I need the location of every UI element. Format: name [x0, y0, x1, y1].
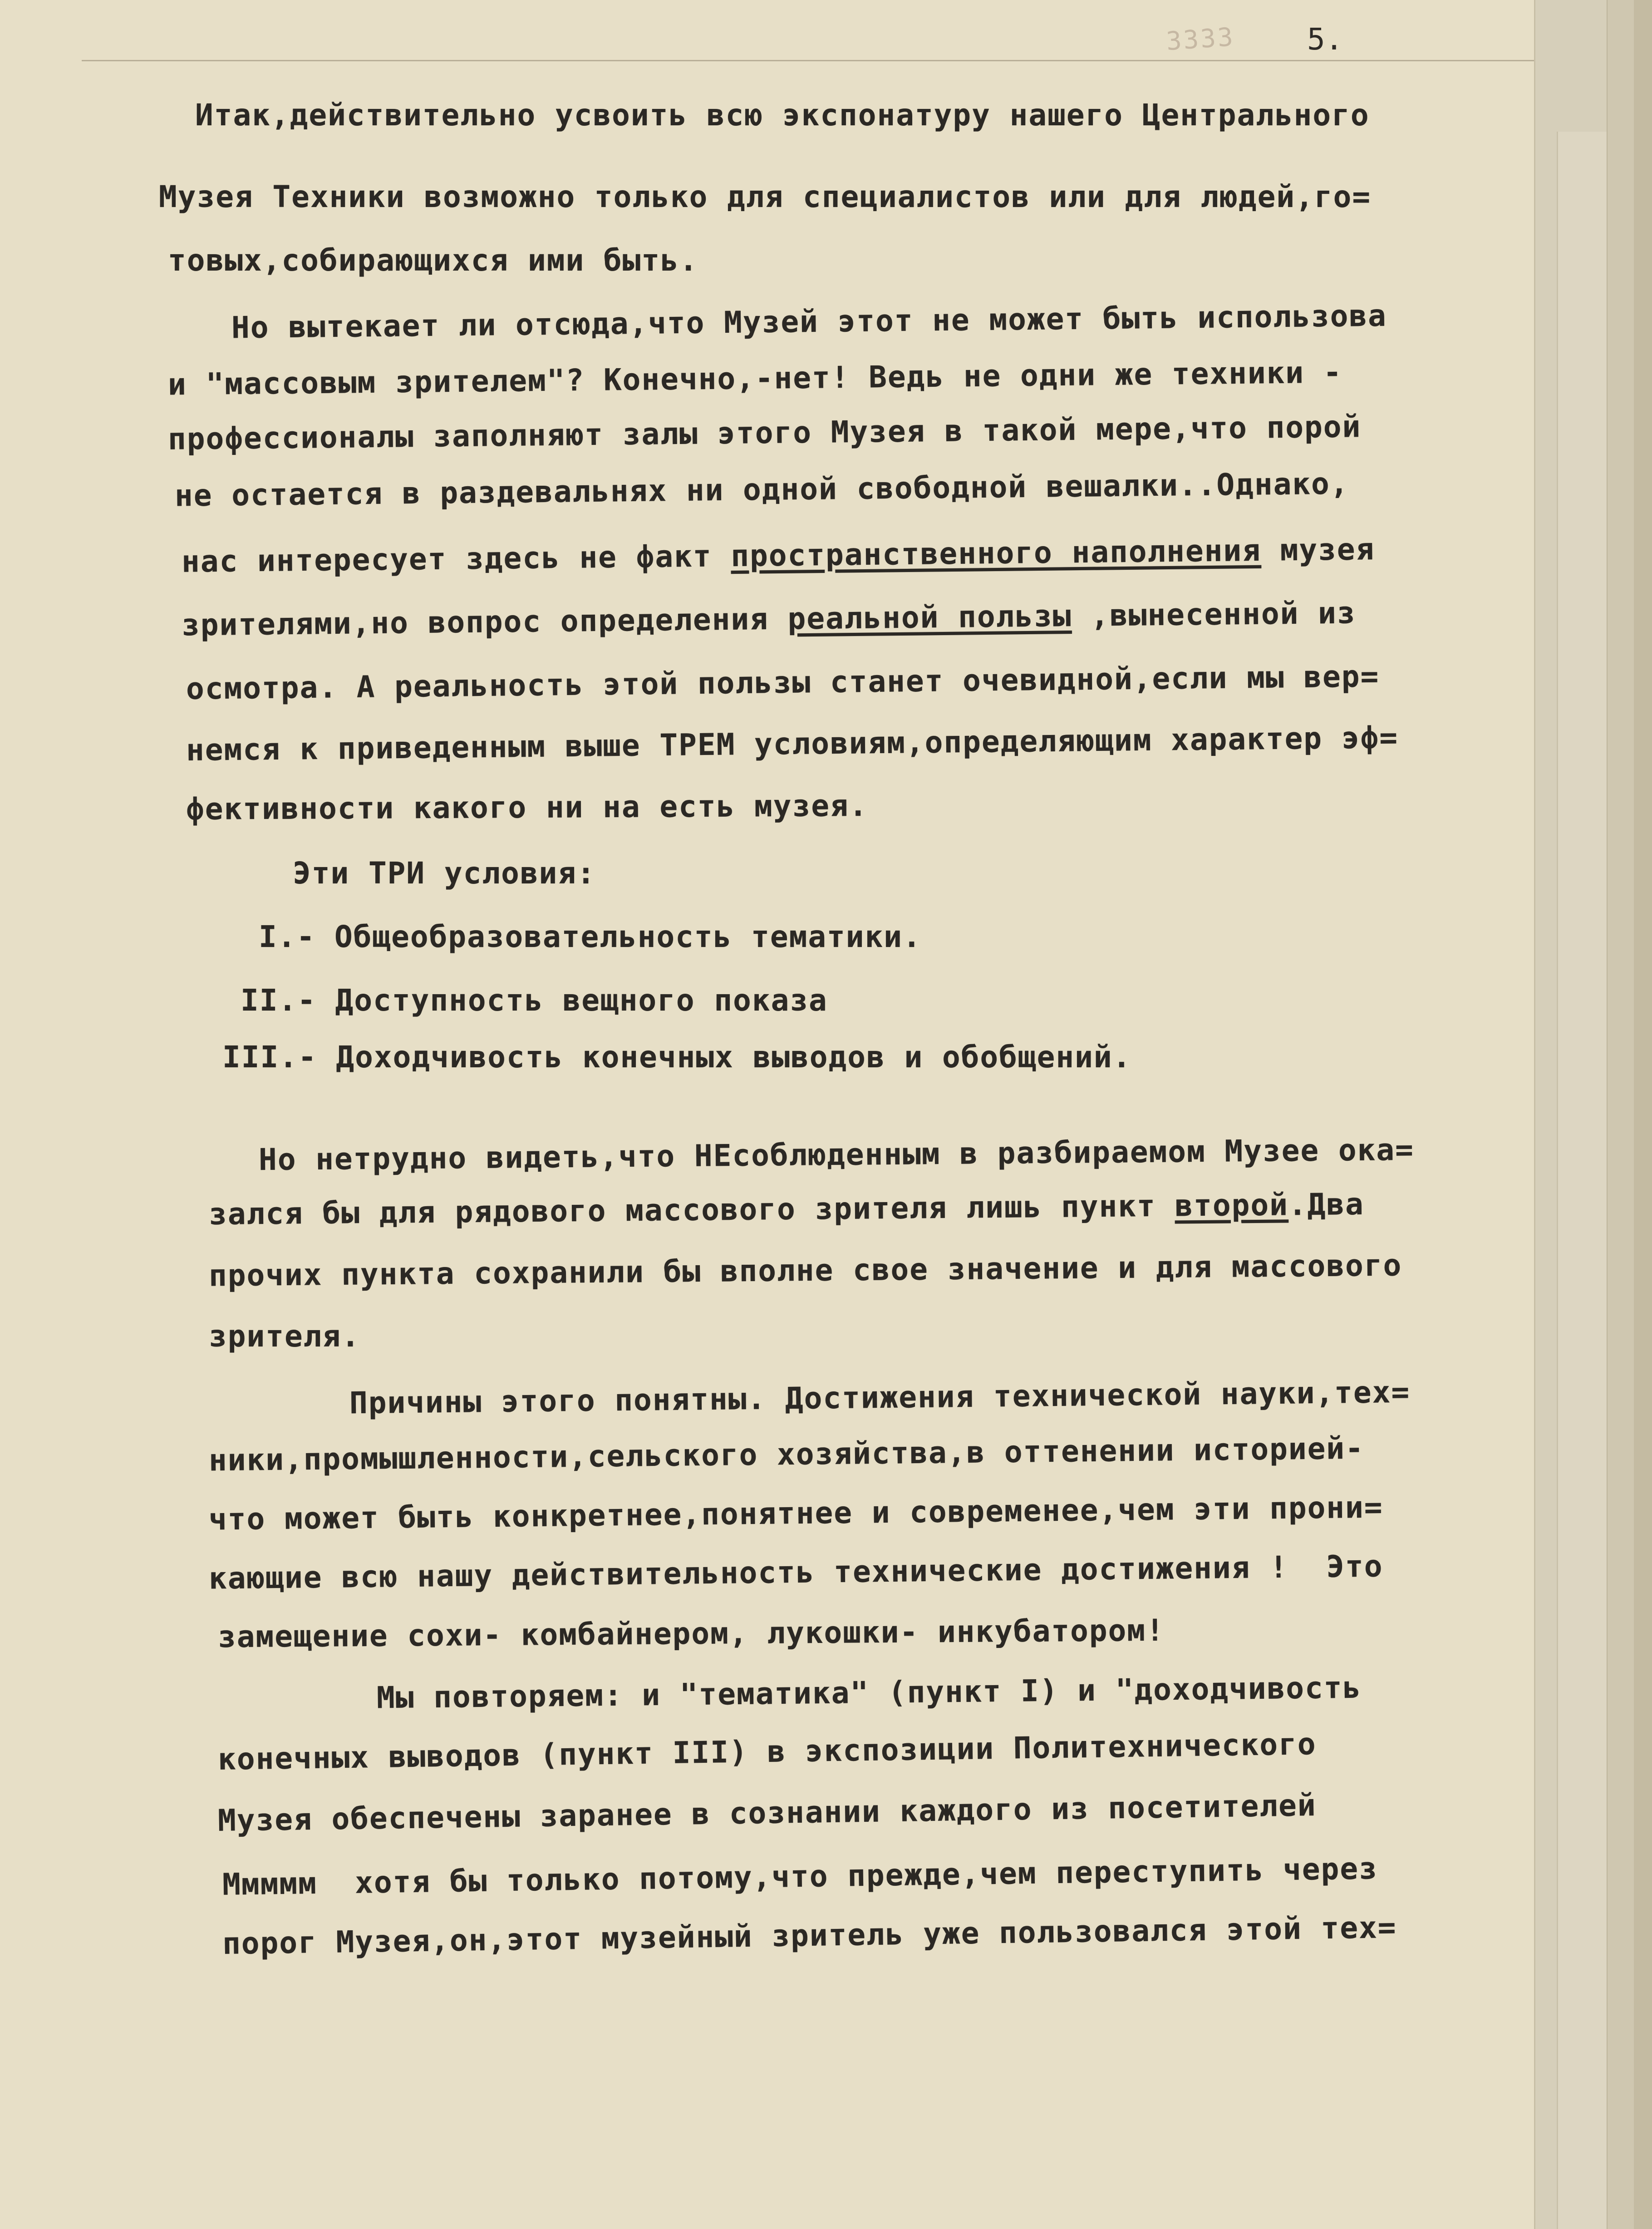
underlined-phrase: второй	[1175, 1187, 1289, 1223]
text-segment: зрителями,но вопрос определения	[181, 601, 788, 643]
list-item: III.- Доходчивость конечных выводов и обобщений.	[222, 1040, 1132, 1075]
text-line: не остается в раздевальнях ни одной свободной вешалки..Однако,	[174, 466, 1349, 513]
text-line: Но нетрудно видеть,что НЕсоблюденным в разбираемом Музее ока=	[258, 1132, 1415, 1178]
text-line: конечных выводов (пункт III) в экспозиции Политехнического	[217, 1726, 1317, 1777]
text-line: прочих пункта сохранили бы вполне свое значение и для массового	[208, 1248, 1402, 1293]
text-line: Ммммм хотя бы только потому,что прежде,чем переступить через	[222, 1851, 1378, 1902]
text-segment: зался бы для рядового массового зрителя лишь пункт	[208, 1188, 1175, 1232]
underlined-phrase: реальной пользы	[787, 598, 1072, 636]
archive-stamp: 3333	[1165, 22, 1236, 57]
text-segment: .Два	[1288, 1186, 1365, 1223]
text-line: Но вытекает ли отсюда,что Музей этот не может быть использова	[231, 298, 1387, 345]
text-line: Причины этого понятны. Достижения технической науки,тех=	[349, 1374, 1411, 1421]
text-line: и "массовым зрителем"? Конечно,-нет! Ведь не одни же техники -	[167, 355, 1342, 402]
text-segment: ,вынесенной из	[1072, 595, 1356, 634]
text-line: фективности какого ни на есть музея.	[186, 788, 868, 827]
text-segment: нас интересует здесь не факт	[181, 538, 731, 579]
text-line: порог Музея,он,этот музейный зритель уже пользовался этой тех=	[222, 1909, 1397, 1962]
list-item: I.- Общеобразовательность тематики.	[259, 919, 922, 954]
text-line: ники,промышленности,сельского хозяйства,в оттенении историей-	[208, 1430, 1365, 1478]
text-line	[182, 595, 1356, 642]
underlying-sheet-edge	[1634, 0, 1652, 2229]
text-line: что может быть конкретнее,понятнее и современее,чем эти прони=	[208, 1489, 1383, 1537]
underlined-phrase: пространственного наполнения	[730, 533, 1262, 574]
text-line: Эти ТРИ условия:	[293, 856, 596, 891]
text-line: профессионалы заполняют залы этого Музея в такой мере,что порой	[167, 409, 1362, 457]
text-line: Музея Техники возможно только для специалистов или для людей,го=	[159, 179, 1372, 214]
text-line: немся к приведенным выше ТРЕМ условиям,определяющим характер эф=	[186, 720, 1399, 768]
text-line	[209, 1187, 1364, 1232]
page-number: 5.	[1307, 22, 1343, 57]
text-line: замещение сохи- комбайнером, лукошки- инкубатором!	[217, 1613, 1165, 1655]
text-line	[182, 532, 1375, 579]
text-line: зрителя.	[209, 1319, 360, 1354]
text-line: Музея обеспечены заранее в сознании каждого из посетителей	[217, 1788, 1317, 1838]
text-segment: музея	[1261, 532, 1375, 568]
text-line: товых,собирающихся ими быть.	[168, 243, 698, 278]
text-line: Мы повторяем: и "тематика" (пункт I) и "доходчивость	[376, 1670, 1362, 1716]
text-line: кающие всю нашу действительность технические достижения ! Это	[208, 1548, 1383, 1596]
text-line: осмотра. А реальность этой пользы станет очевидной,если мы вер=	[186, 659, 1380, 706]
text-line: Итак,действительно усвоить всю экспонатуру нашего Центрального	[195, 98, 1370, 133]
list-item: II.- Доступность вещного показа	[241, 983, 828, 1018]
